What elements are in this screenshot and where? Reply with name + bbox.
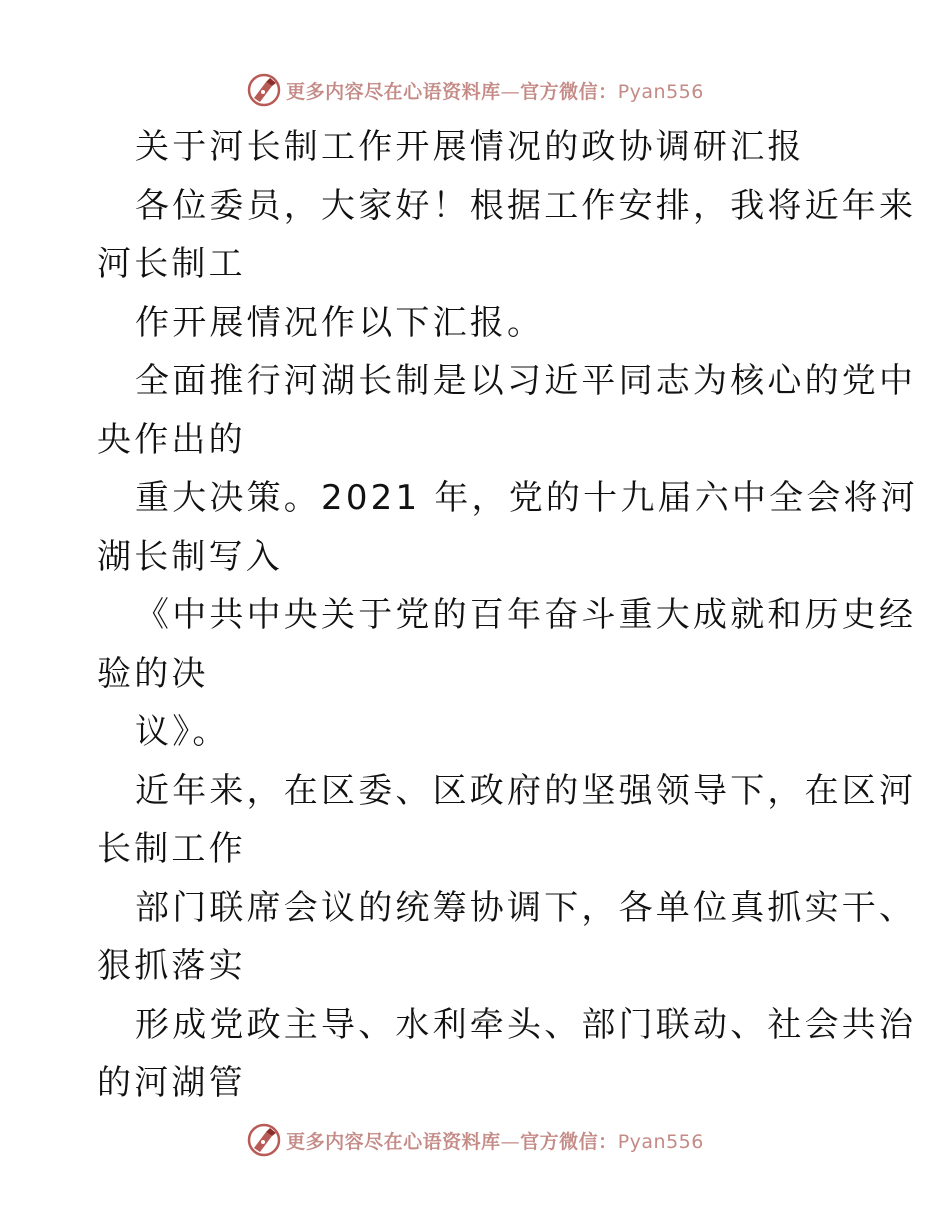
paragraph-line: 各位委员，大家好！根据工作安排，我将近年来 xyxy=(135,185,917,226)
paragraph-line: 长制工作 xyxy=(97,829,246,869)
pen-nib-logo-icon xyxy=(246,72,282,108)
paragraph-line: 的河湖管 xyxy=(97,1063,246,1103)
paragraph-line: 议》。 xyxy=(135,712,230,752)
header-wechat-label: 官方微信： xyxy=(520,80,618,103)
pen-nib-logo-icon xyxy=(246,1122,282,1158)
header-separator: — xyxy=(500,80,521,103)
document-title: 关于河长制工作开展情况的政协调研汇报 xyxy=(135,127,805,167)
paragraph-line: 央作出的 xyxy=(97,419,246,460)
document-body xyxy=(97,118,918,1113)
paragraph-line: 《中共中央关于党的百年奋斗重大成就和历史经 xyxy=(135,595,917,635)
paragraph-line: 作开展情况作以下汇报。 xyxy=(135,302,545,343)
header-wechat-id: Pyan556 xyxy=(617,80,704,103)
paragraph-line: 湖长制写入 xyxy=(97,536,283,577)
footer-banner-text xyxy=(286,1127,704,1154)
paragraph-line: 重大决策。2021 年，党的十九届六中全会将河 xyxy=(135,478,918,518)
footer-wechat-id: Pyan556 xyxy=(617,1130,704,1153)
footer-wechat-label: 官方微信： xyxy=(520,1130,618,1153)
paragraph-line: 全面推行河湖长制是以习近平同志为核心的党中 xyxy=(135,361,917,401)
header-site-text: 更多内容尽在心语资料库 xyxy=(286,80,501,103)
paragraph-line: 近年来，在区委、区政府的坚强领导下，在区河 xyxy=(135,770,917,811)
footer-site-text: 更多内容尽在心语资料库 xyxy=(286,1130,501,1153)
paragraph-line: 狠抓落实 xyxy=(97,946,246,986)
paragraph-line: 部门联席会议的统筹协调下，各单位真抓实干、 xyxy=(135,887,917,928)
paragraph-line: 形成党政主导、水利牵头、部门联动、社会共治 xyxy=(135,1004,917,1045)
header-banner-text xyxy=(286,77,704,104)
footer-separator: — xyxy=(500,1130,521,1153)
paragraph-line: 河长制工 xyxy=(97,244,246,284)
paragraph-line: 验的决 xyxy=(97,653,209,694)
footer-banner xyxy=(0,1120,950,1160)
header-banner xyxy=(0,70,950,110)
